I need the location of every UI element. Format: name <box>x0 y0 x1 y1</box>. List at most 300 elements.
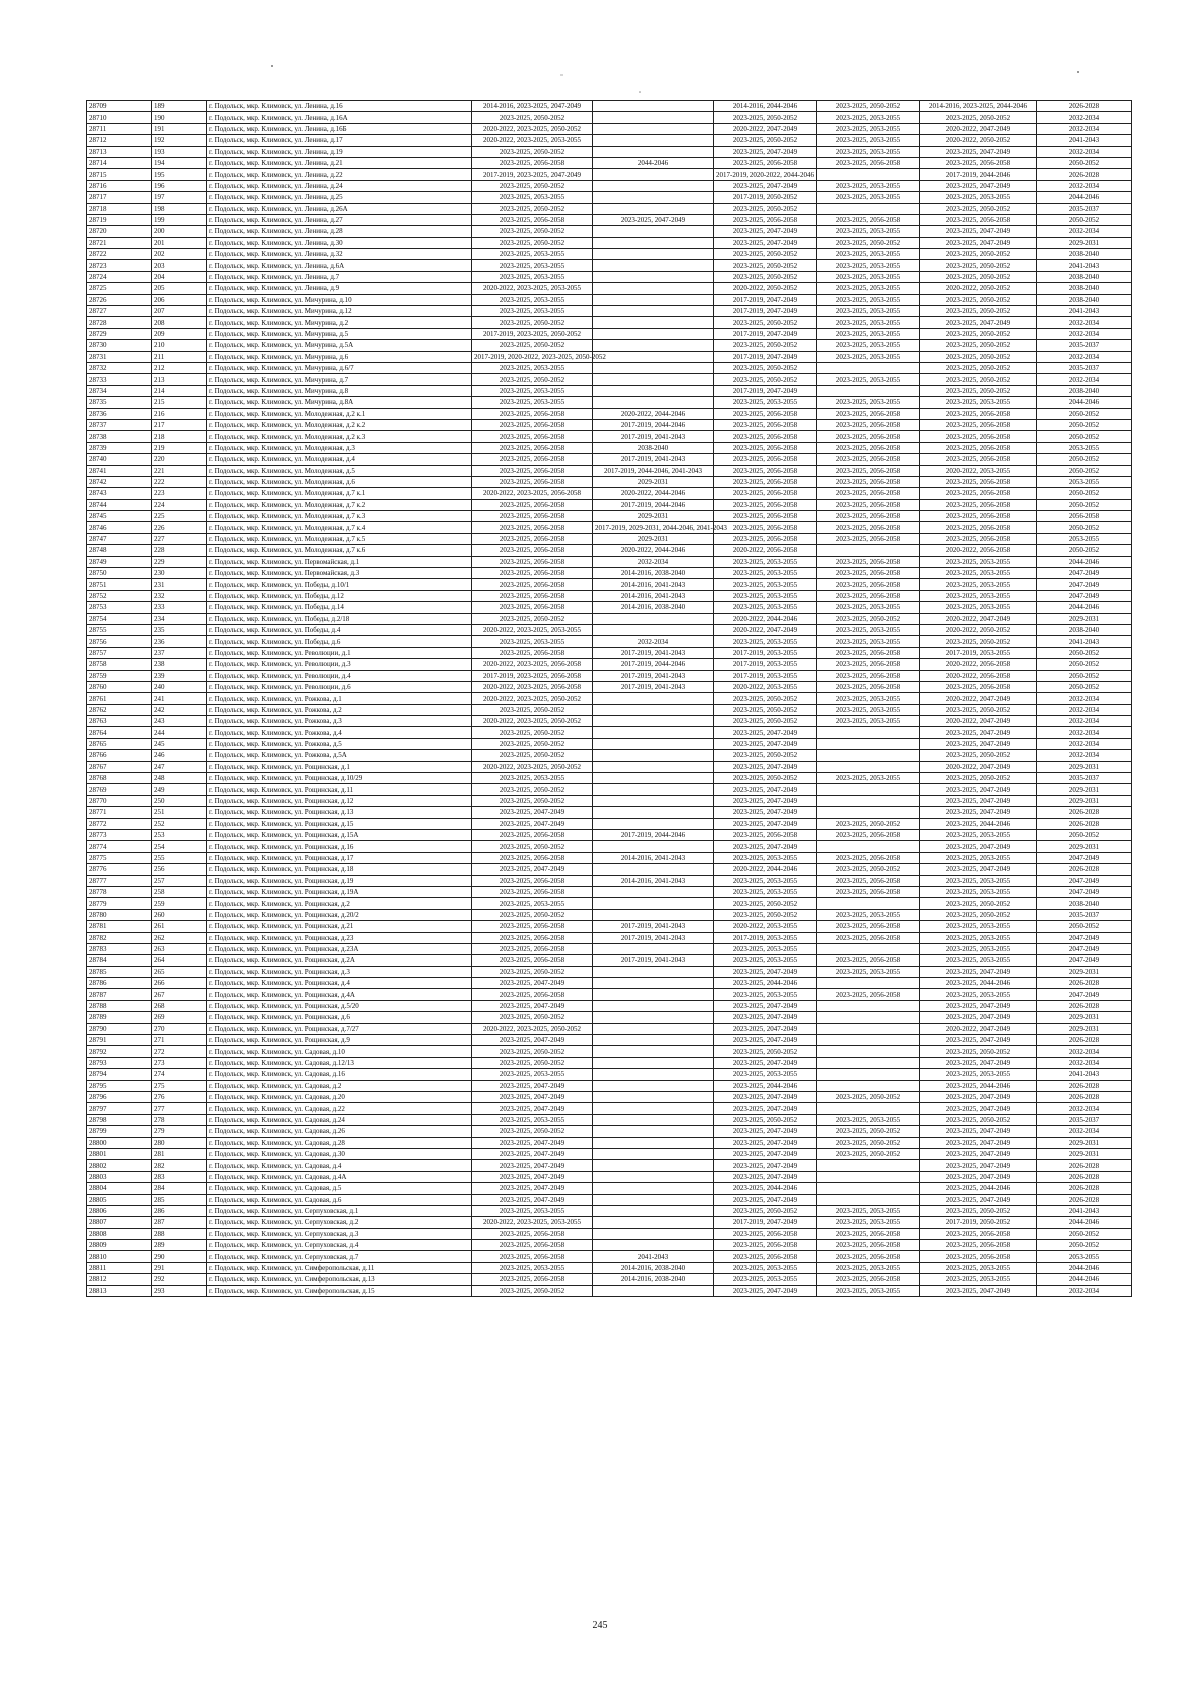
period-col4-cell <box>593 260 714 271</box>
period-col3-cell: 2023-2025, 2056-2058 <box>472 830 593 841</box>
period-col3-cell: 2023-2025, 2047-2049 <box>472 1171 593 1182</box>
row-number-cell: 219 <box>152 442 207 453</box>
address-cell: г. Подольск, мкр. Климовск, ул. Молодежная, д.7 к.5 <box>207 533 472 544</box>
address-cell: г. Подольск, мкр. Климовск, ул. Симферопольская, д.15 <box>207 1285 472 1296</box>
period-col4-cell <box>593 898 714 909</box>
row-number-cell: 257 <box>152 875 207 886</box>
period-col7-cell: 2023-2025, 2047-2049 <box>920 226 1037 237</box>
registry-id-cell: 28744 <box>87 499 152 510</box>
period-col5-cell: 2023-2025, 2050-2052 <box>714 750 817 761</box>
period-col4-cell: 2032-2034 <box>593 556 714 567</box>
registry-id-cell: 28769 <box>87 784 152 795</box>
period-col3-cell: 2023-2025, 2050-2052 <box>472 1285 593 1296</box>
period-col4-cell <box>593 1035 714 1046</box>
table-row <box>87 271 1132 282</box>
row-number-cell: 226 <box>152 522 207 533</box>
period-col7-cell: 2023-2025, 2047-2049 <box>920 1285 1037 1296</box>
registry-id-cell: 28789 <box>87 1012 152 1023</box>
period-col4-cell <box>593 693 714 704</box>
period-col7-cell: 2023-2025, 2050-2052 <box>920 306 1037 317</box>
period-col6-cell: 2023-2025, 2056-2058 <box>817 932 920 943</box>
period-col4-cell: 2029-2031 <box>593 511 714 522</box>
table-row <box>87 1183 1132 1194</box>
period-col3-cell: 2023-2025, 2053-2055 <box>472 249 593 260</box>
period-col5-cell: 2023-2025, 2050-2052 <box>714 1114 817 1125</box>
period-col8-cell: 2050-2052 <box>1037 522 1132 533</box>
address-cell: г. Подольск, мкр. Климовск, ул. Молодежная, д.7 к.6 <box>207 545 472 556</box>
address-cell: г. Подольск, мкр. Климовск, ул. Мичурина, д.2 <box>207 317 472 328</box>
period-col8-cell: 2026-2028 <box>1037 807 1132 818</box>
registry-id-cell: 28726 <box>87 294 152 305</box>
period-col7-cell: 2023-2025, 2056-2058 <box>920 408 1037 419</box>
period-col4-cell <box>593 613 714 624</box>
period-col3-cell: 2023-2025, 2050-2052 <box>472 909 593 920</box>
period-col7-cell: 2023-2025, 2047-2049 <box>920 727 1037 738</box>
row-number-cell: 248 <box>152 773 207 784</box>
row-number-cell: 230 <box>152 568 207 579</box>
table-row <box>87 317 1132 328</box>
period-col6-cell <box>817 1046 920 1057</box>
address-cell: г. Подольск, мкр. Климовск, ул. Рощинская, д.4А <box>207 989 472 1000</box>
row-number-cell: 286 <box>152 1205 207 1216</box>
row-number-cell: 269 <box>152 1012 207 1023</box>
table-row <box>87 898 1132 909</box>
period-col5-cell: 2023-2025, 2053-2055 <box>714 397 817 408</box>
period-col5-cell: 2023-2025, 2053-2055 <box>714 568 817 579</box>
period-col5-cell: 2023-2025, 2050-2052 <box>714 203 817 214</box>
period-col5-cell: 2023-2025, 2050-2052 <box>714 374 817 385</box>
period-col6-cell <box>817 795 920 806</box>
period-col4-cell: 2020-2022, 2044-2046 <box>593 488 714 499</box>
period-col3-cell: 2020-2022, 2023-2025, 2050-2052 <box>472 761 593 772</box>
period-col5-cell: 2023-2025, 2056-2058 <box>714 442 817 453</box>
period-col8-cell: 2029-2031 <box>1037 1012 1132 1023</box>
table-row <box>87 101 1132 112</box>
period-col3-cell: 2023-2025, 2056-2058 <box>472 602 593 613</box>
table-row <box>87 556 1132 567</box>
period-col6-cell: 2023-2025, 2053-2055 <box>817 328 920 339</box>
table-row <box>87 374 1132 385</box>
table-row <box>87 955 1132 966</box>
row-number-cell: 209 <box>152 328 207 339</box>
period-col3-cell: 2023-2025, 2056-2058 <box>472 1228 593 1239</box>
table-row <box>87 932 1132 943</box>
address-cell: г. Подольск, мкр. Климовск, ул. Победы, д.2/18 <box>207 613 472 624</box>
period-col3-cell: 2023-2025, 2050-2052 <box>472 750 593 761</box>
address-cell: г. Подольск, мкр. Климовск, ул. Молодежная, д.4 <box>207 454 472 465</box>
period-col4-cell <box>593 807 714 818</box>
period-col5-cell: 2023-2025, 2047-2049 <box>714 1148 817 1159</box>
period-col6-cell: 2023-2025, 2053-2055 <box>817 317 920 328</box>
period-col3-cell: 2023-2025, 2056-2058 <box>472 875 593 886</box>
address-cell: г. Подольск, мкр. Климовск, ул. Ленина, д.30 <box>207 237 472 248</box>
table-row <box>87 157 1132 168</box>
table-row <box>87 214 1132 225</box>
address-cell: г. Подольск, мкр. Климовск, ул. Революции, д.3 <box>207 659 472 670</box>
row-number-cell: 250 <box>152 795 207 806</box>
period-col6-cell: 2023-2025, 2056-2058 <box>817 955 920 966</box>
row-number-cell: 193 <box>152 146 207 157</box>
period-col6-cell: 2023-2025, 2056-2058 <box>817 465 920 476</box>
period-col8-cell: 2029-2031 <box>1037 795 1132 806</box>
period-col7-cell: 2023-2025, 2053-2055 <box>920 192 1037 203</box>
registry-id-cell: 28732 <box>87 362 152 373</box>
period-col5-cell: 2023-2025, 2047-2049 <box>714 1023 817 1034</box>
table-row <box>87 499 1132 510</box>
period-col5-cell: 2023-2025, 2053-2055 <box>714 955 817 966</box>
registry-id-cell: 28802 <box>87 1160 152 1171</box>
row-number-cell: 220 <box>152 454 207 465</box>
period-col4-cell <box>593 226 714 237</box>
table-row <box>87 773 1132 784</box>
address-cell: г. Подольск, мкр. Климовск, ул. Мичурина, д.8 <box>207 385 472 396</box>
period-col3-cell: 2014-2016, 2023-2025, 2047-2049 <box>472 101 593 112</box>
period-col5-cell: 2017-2019, 2053-2055 <box>714 932 817 943</box>
period-col3-cell: 2023-2025, 2056-2058 <box>472 852 593 863</box>
period-col6-cell: 2023-2025, 2053-2055 <box>817 351 920 362</box>
period-col3-cell: 2020-2022, 2023-2025, 2053-2055 <box>472 283 593 294</box>
table-row <box>87 750 1132 761</box>
period-col7-cell: 2023-2025, 2050-2052 <box>920 909 1037 920</box>
address-cell: г. Подольск, мкр. Климовск, ул. Рощинская, д.2А <box>207 955 472 966</box>
period-col7-cell: 2023-2025, 2050-2052 <box>920 294 1037 305</box>
period-col8-cell: 2050-2052 <box>1037 157 1132 168</box>
row-number-cell: 254 <box>152 841 207 852</box>
row-number-cell: 218 <box>152 431 207 442</box>
address-cell: г. Подольск, мкр. Климовск, ул. Молодежная, д.2 к.3 <box>207 431 472 442</box>
address-cell: г. Подольск, мкр. Климовск, ул. Садовая, д.6 <box>207 1194 472 1205</box>
address-cell: г. Подольск, мкр. Климовск, ул. Победы, д.6 <box>207 636 472 647</box>
row-number-cell: 221 <box>152 465 207 476</box>
period-col4-cell <box>593 1217 714 1228</box>
registry-id-cell: 28750 <box>87 568 152 579</box>
period-col5-cell: 2017-2019, 2053-2055 <box>714 647 817 658</box>
period-col4-cell <box>593 1103 714 1114</box>
registry-id-cell: 28710 <box>87 112 152 123</box>
period-col6-cell: 2023-2025, 2056-2058 <box>817 875 920 886</box>
period-col7-cell: 2020-2022, 2047-2049 <box>920 1023 1037 1034</box>
period-col8-cell: 2032-2034 <box>1037 693 1132 704</box>
period-col7-cell: 2014-2016, 2023-2025, 2044-2046 <box>920 101 1037 112</box>
row-number-cell: 231 <box>152 579 207 590</box>
row-number-cell: 238 <box>152 659 207 670</box>
period-col8-cell: 2041-2043 <box>1037 306 1132 317</box>
period-col5-cell: 2023-2025, 2047-2049 <box>714 146 817 157</box>
period-col4-cell <box>593 203 714 214</box>
table-row <box>87 909 1132 920</box>
period-col3-cell: 2023-2025, 2050-2052 <box>472 317 593 328</box>
registry-id-cell: 28746 <box>87 522 152 533</box>
row-number-cell: 211 <box>152 351 207 362</box>
table-row <box>87 738 1132 749</box>
period-col6-cell: 2023-2025, 2053-2055 <box>817 1262 920 1273</box>
table-row <box>87 545 1132 556</box>
row-number-cell: 283 <box>152 1171 207 1182</box>
period-col3-cell: 2020-2022, 2023-2025, 2053-2055 <box>472 1217 593 1228</box>
period-col6-cell: 2023-2025, 2050-2052 <box>817 101 920 112</box>
registry-id-cell: 28725 <box>87 283 152 294</box>
period-col7-cell: 2023-2025, 2050-2052 <box>920 1114 1037 1125</box>
address-cell: г. Подольск, мкр. Климовск, ул. Рощинская, д.20/2 <box>207 909 472 920</box>
period-col8-cell: 2053-2055 <box>1037 1251 1132 1262</box>
registry-id-cell: 28766 <box>87 750 152 761</box>
period-col8-cell: 2035-2037 <box>1037 773 1132 784</box>
period-col5-cell: 2023-2025, 2047-2049 <box>714 1126 817 1137</box>
row-number-cell: 262 <box>152 932 207 943</box>
period-col5-cell: 2023-2025, 2047-2049 <box>714 1194 817 1205</box>
table-row <box>87 362 1132 373</box>
address-cell: г. Подольск, мкр. Климовск, ул. Садовая, д.24 <box>207 1114 472 1125</box>
period-col4-cell: 2017-2019, 2044-2046 <box>593 659 714 670</box>
period-col8-cell: 2050-2052 <box>1037 670 1132 681</box>
table-row <box>87 1091 1132 1102</box>
row-number-cell: 227 <box>152 533 207 544</box>
period-col3-cell: 2020-2022, 2023-2025, 2056-2058 <box>472 681 593 692</box>
period-col6-cell: 2023-2025, 2050-2052 <box>817 1148 920 1159</box>
period-col5-cell: 2023-2025, 2050-2052 <box>714 340 817 351</box>
period-col3-cell: 2023-2025, 2047-2049 <box>472 1000 593 1011</box>
period-col8-cell: 2050-2052 <box>1037 488 1132 499</box>
period-col5-cell: 2023-2025, 2050-2052 <box>714 249 817 260</box>
table-row <box>87 875 1132 886</box>
period-col7-cell: 2023-2025, 2047-2049 <box>920 317 1037 328</box>
address-cell: г. Подольск, мкр. Климовск, ул. Победы, д.10/1 <box>207 579 472 590</box>
period-col7-cell: 2023-2025, 2053-2055 <box>920 830 1037 841</box>
table-row <box>87 568 1132 579</box>
period-col4-cell: 2014-2016, 2038-2040 <box>593 568 714 579</box>
row-number-cell: 252 <box>152 818 207 829</box>
table-row <box>87 1285 1132 1296</box>
registry-id-cell: 28735 <box>87 397 152 408</box>
period-col5-cell: 2023-2025, 2056-2058 <box>714 214 817 225</box>
period-col6-cell <box>817 545 920 556</box>
address-cell: г. Подольск, мкр. Климовск, ул. Ленина, д.22 <box>207 169 472 180</box>
period-col8-cell: 2041-2043 <box>1037 1205 1132 1216</box>
address-cell: г. Подольск, мкр. Климовск, ул. Садовая, д.22 <box>207 1103 472 1114</box>
period-col3-cell: 2023-2025, 2050-2052 <box>472 112 593 123</box>
registry-id-cell: 28749 <box>87 556 152 567</box>
address-cell: г. Подольск, мкр. Климовск, ул. Садовая, д.16 <box>207 1069 472 1080</box>
table-row <box>87 602 1132 613</box>
period-col4-cell <box>593 1012 714 1023</box>
period-col5-cell: 2023-2025, 2044-2046 <box>714 978 817 989</box>
period-col8-cell: 2038-2040 <box>1037 294 1132 305</box>
period-col4-cell: 2014-2016, 2041-2043 <box>593 590 714 601</box>
row-number-cell: 261 <box>152 921 207 932</box>
period-col7-cell: 2023-2025, 2050-2052 <box>920 203 1037 214</box>
address-cell: г. Подольск, мкр. Климовск, ул. Мичурина, д.5А <box>207 340 472 351</box>
period-col4-cell: 2017-2019, 2041-2043 <box>593 955 714 966</box>
period-col5-cell: 2023-2025, 2053-2055 <box>714 875 817 886</box>
registry-id-cell: 28805 <box>87 1194 152 1205</box>
period-col3-cell: 2023-2025, 2056-2058 <box>472 1274 593 1285</box>
address-cell: г. Подольск, мкр. Климовск, ул. Ленина, д.25 <box>207 192 472 203</box>
address-cell: г. Подольск, мкр. Климовск, ул. Рощинская, д.4 <box>207 978 472 989</box>
period-col5-cell: 2023-2025, 2047-2049 <box>714 1057 817 1068</box>
registry-id-cell: 28714 <box>87 157 152 168</box>
row-number-cell: 207 <box>152 306 207 317</box>
registry-id-cell: 28747 <box>87 533 152 544</box>
period-col6-cell <box>817 738 920 749</box>
period-col7-cell: 2020-2022, 2047-2049 <box>920 716 1037 727</box>
period-col4-cell <box>593 385 714 396</box>
registry-id-cell: 28770 <box>87 795 152 806</box>
address-cell: г. Подольск, мкр. Климовск, ул. Рощинская, д.11 <box>207 784 472 795</box>
registry-id-cell: 28806 <box>87 1205 152 1216</box>
period-col7-cell: 2020-2022, 2053-2055 <box>920 465 1037 476</box>
period-col6-cell: 2023-2025, 2053-2055 <box>817 1217 920 1228</box>
period-col7-cell: 2023-2025, 2050-2052 <box>920 340 1037 351</box>
row-number-cell: 274 <box>152 1069 207 1080</box>
period-col3-cell: 2023-2025, 2056-2058 <box>472 1240 593 1251</box>
row-number-cell: 212 <box>152 362 207 373</box>
registry-id-cell: 28715 <box>87 169 152 180</box>
period-col7-cell: 2023-2025, 2047-2049 <box>920 146 1037 157</box>
row-number-cell: 233 <box>152 602 207 613</box>
registry-id-cell: 28743 <box>87 488 152 499</box>
period-col7-cell: 2023-2025, 2047-2049 <box>920 1103 1037 1114</box>
period-col8-cell: 2050-2052 <box>1037 419 1132 430</box>
period-col5-cell: 2023-2025, 2056-2058 <box>714 499 817 510</box>
period-col3-cell: 2023-2025, 2053-2055 <box>472 385 593 396</box>
period-col6-cell: 2023-2025, 2053-2055 <box>817 624 920 635</box>
registry-id-cell: 28729 <box>87 328 152 339</box>
period-col5-cell: 2023-2025, 2047-2049 <box>714 226 817 237</box>
period-col4-cell <box>593 909 714 920</box>
period-col5-cell: 2023-2025, 2056-2058 <box>714 830 817 841</box>
period-col8-cell: 2050-2052 <box>1037 921 1132 932</box>
period-col6-cell: 2023-2025, 2056-2058 <box>817 1240 920 1251</box>
period-col4-cell <box>593 101 714 112</box>
period-col3-cell: 2023-2025, 2050-2052 <box>472 841 593 852</box>
row-number-cell: 251 <box>152 807 207 818</box>
row-number-cell: 197 <box>152 192 207 203</box>
period-col5-cell: 2023-2025, 2050-2052 <box>714 362 817 373</box>
period-col7-cell: 2020-2022, 2047-2049 <box>920 123 1037 134</box>
period-col8-cell: 2047-2049 <box>1037 943 1132 954</box>
period-col3-cell: 2023-2025, 2047-2049 <box>472 978 593 989</box>
address-cell: г. Подольск, мкр. Климовск, ул. Ленина, д.16А <box>207 112 472 123</box>
period-col5-cell: 2023-2025, 2056-2058 <box>714 431 817 442</box>
period-col5-cell: 2023-2025, 2056-2058 <box>714 157 817 168</box>
table-row <box>87 921 1132 932</box>
period-col3-cell: 2023-2025, 2047-2049 <box>472 864 593 875</box>
period-col3-cell: 2023-2025, 2047-2049 <box>472 1183 593 1194</box>
period-col5-cell: 2023-2025, 2050-2052 <box>714 773 817 784</box>
registry-id-cell: 28709 <box>87 101 152 112</box>
period-col4-cell <box>593 180 714 191</box>
period-col5-cell: 2023-2025, 2056-2058 <box>714 1251 817 1262</box>
period-col5-cell: 2017-2019, 2047-2049 <box>714 385 817 396</box>
period-col5-cell: 2023-2025, 2056-2058 <box>714 511 817 522</box>
period-col8-cell: 2041-2043 <box>1037 636 1132 647</box>
period-col3-cell: 2023-2025, 2050-2052 <box>472 784 593 795</box>
period-col4-cell <box>593 112 714 123</box>
row-number-cell: 208 <box>152 317 207 328</box>
address-cell: г. Подольск, мкр. Климовск, ул. Ленина, д.24 <box>207 180 472 191</box>
period-col6-cell: 2023-2025, 2056-2058 <box>817 568 920 579</box>
address-cell: г. Подольск, мкр. Климовск, ул. Рощинская, д.3 <box>207 966 472 977</box>
period-col7-cell: 2023-2025, 2056-2058 <box>920 157 1037 168</box>
period-col4-cell <box>593 1126 714 1137</box>
period-col5-cell: 2020-2022, 2044-2046 <box>714 613 817 624</box>
period-col3-cell: 2023-2025, 2056-2058 <box>472 454 593 465</box>
period-col5-cell: 2023-2025, 2050-2052 <box>714 271 817 282</box>
period-col6-cell: 2023-2025, 2053-2055 <box>817 294 920 305</box>
period-col3-cell: 2023-2025, 2056-2058 <box>472 214 593 225</box>
period-col4-cell: 2014-2016, 2041-2043 <box>593 875 714 886</box>
registry-id-cell: 28803 <box>87 1171 152 1182</box>
period-col3-cell: 2023-2025, 2050-2052 <box>472 613 593 624</box>
period-col6-cell: 2023-2025, 2053-2055 <box>817 1205 920 1216</box>
period-col7-cell: 2023-2025, 2044-2046 <box>920 1183 1037 1194</box>
period-col8-cell: 2038-2040 <box>1037 249 1132 260</box>
period-col8-cell: 2053-2055 <box>1037 533 1132 544</box>
period-col6-cell: 2023-2025, 2053-2055 <box>817 773 920 784</box>
table-row <box>87 693 1132 704</box>
registry-id-cell: 28784 <box>87 955 152 966</box>
table-row <box>87 852 1132 863</box>
period-col8-cell: 2047-2049 <box>1037 989 1132 1000</box>
period-col7-cell: 2023-2025, 2047-2049 <box>920 1160 1037 1171</box>
period-col3-cell: 2023-2025, 2050-2052 <box>472 340 593 351</box>
registry-id-cell: 28807 <box>87 1217 152 1228</box>
registry-id-cell: 28724 <box>87 271 152 282</box>
row-number-cell: 235 <box>152 624 207 635</box>
row-number-cell: 246 <box>152 750 207 761</box>
page-number: 245 <box>592 1620 608 1631</box>
period-col6-cell: 2023-2025, 2056-2058 <box>817 1228 920 1239</box>
address-cell: г. Подольск, мкр. Климовск, ул. Мичурина, д.12 <box>207 306 472 317</box>
row-number-cell: 284 <box>152 1183 207 1194</box>
period-col7-cell: 2020-2022, 2047-2049 <box>920 761 1037 772</box>
table-row <box>87 442 1132 453</box>
period-col4-cell: 2017-2019, 2041-2043 <box>593 932 714 943</box>
address-cell: г. Подольск, мкр. Климовск, ул. Молодежная, д.7 к.1 <box>207 488 472 499</box>
period-col5-cell: 2023-2025, 2050-2052 <box>714 704 817 715</box>
period-col7-cell: 2023-2025, 2044-2046 <box>920 818 1037 829</box>
period-col6-cell <box>817 727 920 738</box>
period-col5-cell: 2017-2019, 2053-2055 <box>714 670 817 681</box>
registry-id-cell: 28794 <box>87 1069 152 1080</box>
address-cell: г. Подольск, мкр. Климовск, ул. Рощинская, д.5/20 <box>207 1000 472 1011</box>
registry-id-cell: 28757 <box>87 647 152 658</box>
registry-id-cell: 28797 <box>87 1103 152 1114</box>
period-col8-cell: 2050-2052 <box>1037 545 1132 556</box>
registry-id-cell: 28760 <box>87 681 152 692</box>
period-col8-cell: 2053-2055 <box>1037 476 1132 487</box>
period-col5-cell: 2017-2019, 2050-2052 <box>714 192 817 203</box>
period-col5-cell: 2023-2025, 2047-2049 <box>714 795 817 806</box>
period-col6-cell: 2023-2025, 2053-2055 <box>817 340 920 351</box>
period-col6-cell <box>817 385 920 396</box>
period-col7-cell: 2023-2025, 2053-2055 <box>920 886 1037 897</box>
period-col4-cell: 2017-2019, 2041-2043 <box>593 431 714 442</box>
period-col8-cell: 2032-2034 <box>1037 1285 1132 1296</box>
registry-id-cell: 28799 <box>87 1126 152 1137</box>
period-col5-cell: 2023-2025, 2050-2052 <box>714 135 817 146</box>
period-col8-cell: 2026-2028 <box>1037 1194 1132 1205</box>
row-number-cell: 244 <box>152 727 207 738</box>
address-cell: г. Подольск, мкр. Климовск, ул. Ленина, д.6А <box>207 260 472 271</box>
registry-id-cell: 28811 <box>87 1262 152 1273</box>
period-col8-cell: 2032-2034 <box>1037 351 1132 362</box>
period-col4-cell <box>593 818 714 829</box>
period-col6-cell: 2023-2025, 2053-2055 <box>817 260 920 271</box>
row-number-cell: 223 <box>152 488 207 499</box>
period-col6-cell: 2023-2025, 2053-2055 <box>817 226 920 237</box>
address-cell: г. Подольск, мкр. Климовск, ул. Рощинская, д.2 <box>207 898 472 909</box>
